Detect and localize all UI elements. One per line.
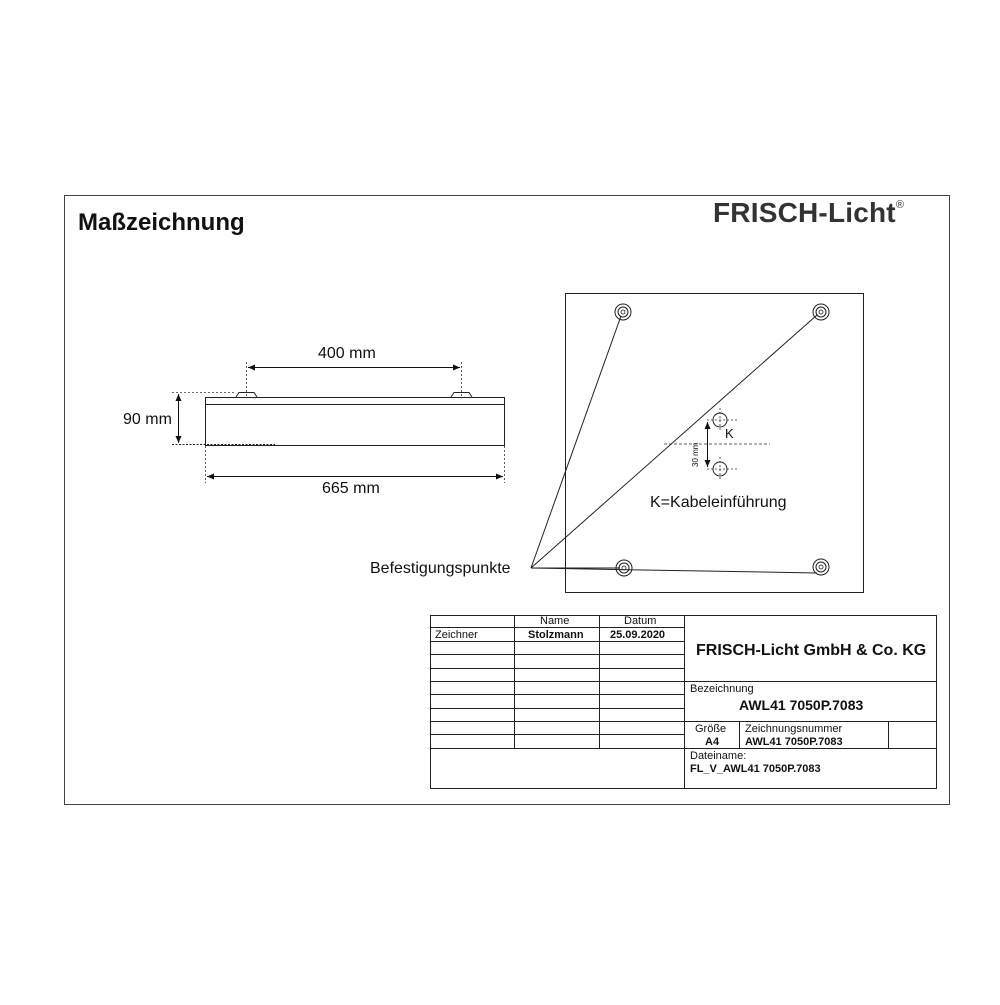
cable-entry-legend: K=Kabeleinführung xyxy=(650,494,787,511)
top-view xyxy=(566,294,864,593)
designation-value: AWL41 7050P.7083 xyxy=(739,697,864,713)
filename-label: Dateiname: xyxy=(690,750,747,762)
fixture-outline xyxy=(566,294,864,593)
mounting-points-label: Befestigungspunkte xyxy=(370,560,511,577)
mounting-point-top-right xyxy=(813,304,829,320)
size-label: Größe xyxy=(695,723,727,735)
company-name: FRISCH-Licht GmbH & Co. KG xyxy=(696,642,927,659)
length-dimension-label: 665 mm xyxy=(322,480,380,497)
designation-label: Bezeichnung xyxy=(690,683,754,695)
size-value: A4 xyxy=(705,736,720,748)
filename-value: FL_V_AWL41 7050P.7083 xyxy=(690,763,821,775)
height-dimension-label: 90 mm xyxy=(123,411,172,428)
brand-logo xyxy=(713,197,904,229)
cable-entry-label: K xyxy=(725,426,734,441)
drawing-number-label: Zeichnungsnummer xyxy=(745,723,843,735)
page-title: Maßzeichnung xyxy=(78,209,245,236)
drafter-date: 25.09.2020 xyxy=(610,629,666,641)
column-name-header: Name xyxy=(540,615,570,627)
drafter-row-label: Zeichner xyxy=(435,629,478,641)
side-view xyxy=(172,362,505,483)
mounting-point-top-left xyxy=(615,304,631,320)
column-date-header: Datum xyxy=(624,615,657,627)
spacing-dimension-label: 30 mm xyxy=(691,442,700,467)
registered-mark: ® xyxy=(895,198,905,211)
brand-name: FRISCH-Licht xyxy=(713,197,896,228)
width-dimension-label: 400 mm xyxy=(318,345,376,362)
drafter-name: Stolzmann xyxy=(528,629,584,641)
drawing-number-value: AWL41 7050P.7083 xyxy=(745,736,843,748)
